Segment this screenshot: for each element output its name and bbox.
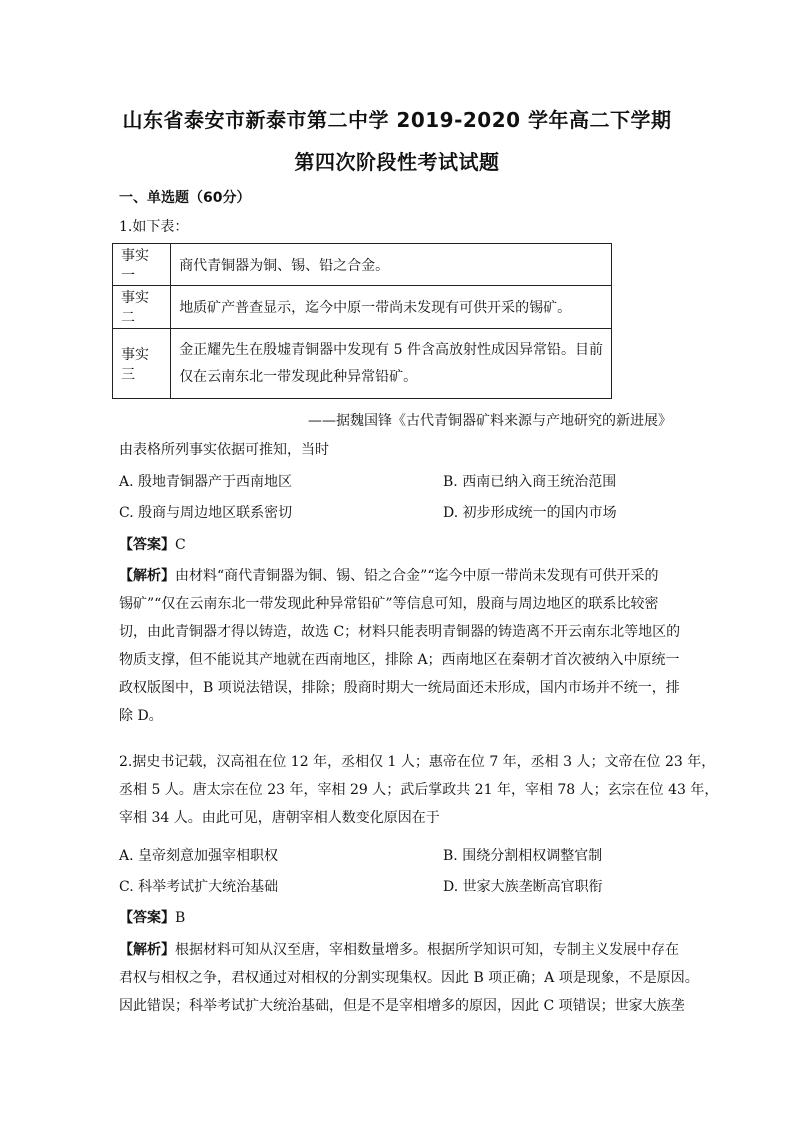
analysis-line <box>119 562 675 590</box>
table-row <box>113 329 612 399</box>
section-heading: 一、单选题（60分） <box>119 190 251 206</box>
analysis-line: 物质支撑，但不能说其产地就在西南地区，排除 A；西南地区在秦朝才首次被纳入中原统一 <box>119 652 680 668</box>
q1-option-b: B. 西南已纳入商王统治范围 <box>443 474 617 490</box>
fact-label: 事实二 <box>113 286 171 329</box>
q2-analysis <box>119 936 699 1020</box>
analysis-label: 【解析】 <box>119 568 175 584</box>
document-title-line2: 第四次阶段性考试试题 <box>294 150 500 174</box>
q1-stem: 1.如下表： <box>119 219 189 235</box>
analysis-label: 【解析】 <box>119 942 175 958</box>
fact-label: 事实三 <box>113 329 171 399</box>
fact-text <box>171 329 612 399</box>
answer-value: C <box>175 537 186 553</box>
facts-table <box>112 243 612 399</box>
stem-line: 宰相 34 人。由此可见，唐朝宰相人数变化原因在于 <box>119 810 440 826</box>
table-source: ——据魏国锋《古代青铜器矿料来源与产地研究的新进展》 <box>308 413 672 429</box>
analysis-line: 政权版图中，B 项说法错误，排除；殷商时期大一统局面还未形成，国内市场并不统一，排 <box>119 680 680 696</box>
analysis-line: 除 D。 <box>119 708 163 724</box>
fact-label: 事实一 <box>113 244 171 286</box>
q1-option-d: D. 初步形成统一的国内市场 <box>443 505 617 521</box>
fact-text-line: 仅在云南东北一带发现此种异常铅矿。 <box>179 368 418 385</box>
q1-option-a: A. 殷地青铜器产于西南地区 <box>119 474 293 490</box>
fact-text: 商代青铜器为铜、锡、铅之合金。 <box>171 244 612 286</box>
q2-stem <box>119 748 719 832</box>
q2-answer <box>119 908 185 928</box>
analysis-text: 由材料“商代青铜器为铜、锡、铅之合金”“迄今中原一带尚未发现有可供开采的 <box>175 568 659 584</box>
stem-line: 丞相 5 人。唐太宗在位 23 年，宰相 29 人；武后掌政共 21 年，宰相 78 人；玄宗在位 43 年， <box>119 782 719 798</box>
analysis-line: 君权与相权之争，君权通过对相权的分割实现集权。因此 B 项正确；A 项是现象，不是原因。 <box>119 970 699 986</box>
q2-option-a: A. 皇帝刻意加强宰相职权 <box>119 848 279 864</box>
fact-text-line: 金正耀先生在殷墟青铜器中发现有 5 件含高放射性成因异常铅。目前 <box>179 341 603 358</box>
stem-line: 2.据史书记载，汉高祖在位 12 年，丞相仅 1 人；惠帝在位 7 年，丞相 3 人；文帝在位 23 年， <box>119 754 716 770</box>
q1-prompt: 由表格所列事实依据可推知，当时 <box>119 442 329 458</box>
analysis-line: 因此错误；科举考试扩大统治基础，但是不是宰相增多的原因，因此 C 项错误；世家大族垄 <box>119 998 685 1014</box>
q2-option-c: C. 科举考试扩大统治基础 <box>119 879 279 895</box>
fact-text: 地质矿产普查显示，迄今中原一带尚未发现有可供开采的锡矿。 <box>171 286 612 329</box>
q2-option-b: B. 围绕分割相权调整官制 <box>443 848 603 864</box>
analysis-line: 切，由此青铜器才得以铸造，故选 C；材料只能表明青铜器的铸造离不开云南东北等地区的 <box>119 624 681 640</box>
answer-value: B <box>175 910 186 926</box>
table-row <box>113 244 612 286</box>
analysis-text: 根据材料可知从汉至唐，宰相数量增多。根据所学知识可知，专制主义发展中存在 <box>175 942 679 958</box>
document-title-line1: 山东省泰安市新泰市第二中学 2019-2020 学年高二下学期 <box>122 108 672 132</box>
analysis-line: 锡矿”“仅在云南东北一带发现此种异常铅矿”等信息可知，殷商与周边地区的联系比较密 <box>119 596 659 612</box>
answer-label: 【答案】 <box>119 910 175 926</box>
q1-analysis <box>119 562 681 730</box>
q1-answer <box>119 535 186 555</box>
table-row <box>113 286 612 329</box>
q2-option-d: D. 世家大族垄断高官职衔 <box>443 879 603 895</box>
q1-option-c: C. 殷商与周边地区联系密切 <box>119 505 293 521</box>
answer-label: 【答案】 <box>119 537 175 553</box>
analysis-line <box>119 936 679 964</box>
